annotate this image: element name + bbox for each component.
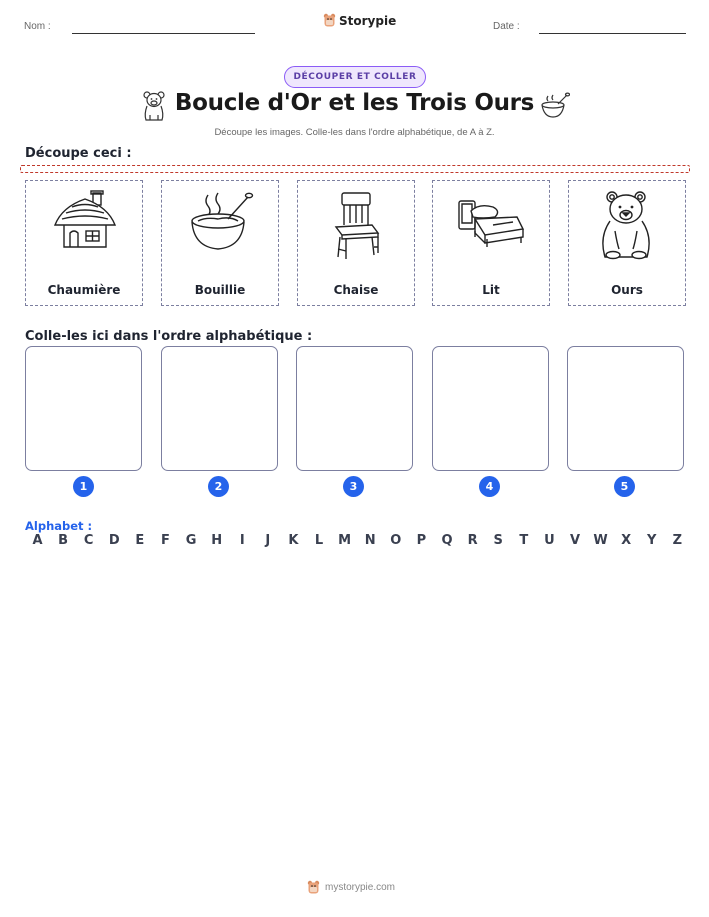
cut-line [20, 165, 690, 173]
alphabet-letter: Z [672, 533, 683, 548]
card-label-chaumiere: Chaumière [47, 283, 121, 297]
date-line[interactable] [539, 33, 686, 34]
alphabet-letter: S [493, 533, 503, 548]
alphabet-letter: T [519, 533, 529, 548]
alphabet-letter: Y [647, 533, 657, 548]
bed-icon [457, 189, 527, 261]
cut-section-label: Découpe ceci : [25, 146, 132, 161]
storypie-logo-icon [307, 880, 320, 895]
paste-slot-2[interactable] [161, 346, 278, 471]
alphabet-letter: O [390, 533, 402, 548]
cottage-icon [50, 189, 120, 261]
card-chaumiere[interactable] [25, 180, 143, 306]
alphabet-letter: I [239, 533, 245, 548]
card-lit[interactable] [432, 180, 550, 306]
alphabet-letter: Q [441, 533, 453, 548]
card-label-chaise: Chaise [333, 283, 379, 297]
porridge-bowl-icon [540, 92, 570, 120]
alphabet-letter: N [364, 533, 376, 548]
chair-icon [322, 189, 392, 261]
slot-number-4: 4 [479, 476, 500, 497]
alphabet-row [25, 533, 690, 548]
alphabet-letter: L [314, 533, 324, 548]
paste-section-label: Colle-les ici dans l'ordre alphabétique : [25, 329, 313, 344]
alphabet-letter: G [185, 533, 197, 548]
alphabet-letter: B [58, 533, 69, 548]
alphabet-letter: U [544, 533, 555, 548]
slot-number-1: 1 [73, 476, 94, 497]
paste-slot-1[interactable] [25, 346, 142, 471]
paste-slot-5[interactable] [567, 346, 684, 471]
paste-slot-3[interactable] [296, 346, 413, 471]
page-title: Boucle d'Or et les Trois Ours [174, 90, 535, 116]
alphabet-letter: E [135, 533, 145, 548]
card-bouillie[interactable] [161, 180, 279, 306]
alphabet-letter: H [211, 533, 223, 548]
bear-icon [593, 189, 663, 261]
instructions: Découpe les images. Colle-les dans l'ordre alphabétique, de A à Z. [214, 127, 495, 138]
slot-number-3: 3 [343, 476, 364, 497]
card-label-lit: Lit [482, 283, 500, 297]
alphabet-letter: X [621, 533, 632, 548]
brand-name: Storypie [339, 13, 397, 28]
storypie-logo-icon [323, 13, 336, 28]
alphabet-letter: V [569, 533, 580, 548]
alphabet-letter: J [265, 533, 271, 548]
porridge-bowl-icon [186, 189, 256, 261]
alphabet-letter: A [32, 533, 43, 548]
alphabet-letter: W [593, 533, 608, 548]
alphabet-letter: M [338, 533, 352, 548]
alphabet-letter: F [161, 533, 170, 548]
name-line[interactable] [72, 33, 255, 34]
slot-number-5: 5 [614, 476, 635, 497]
activity-badge: DÉCOUPER ET COLLER [284, 66, 426, 88]
footer [307, 880, 395, 895]
card-label-ours: Ours [611, 283, 643, 297]
alphabet-label: Alphabet : [25, 519, 93, 533]
alphabet-letter: D [108, 533, 120, 548]
alphabet-letter: C [83, 533, 94, 548]
name-label: Nom : [24, 21, 51, 32]
card-chaise[interactable] [297, 180, 415, 306]
footer-url[interactable]: mystorypie.com [325, 882, 396, 893]
card-label-bouillie: Bouillie [194, 283, 246, 297]
paste-slot-4[interactable] [432, 346, 549, 471]
card-ours[interactable] [568, 180, 686, 306]
alphabet-letter: P [416, 533, 427, 548]
date-label: Date : [493, 21, 520, 32]
alphabet-letter: R [467, 533, 478, 548]
alphabet-letter: K [288, 533, 299, 548]
brand-logo [323, 13, 396, 28]
slot-number-2: 2 [208, 476, 229, 497]
